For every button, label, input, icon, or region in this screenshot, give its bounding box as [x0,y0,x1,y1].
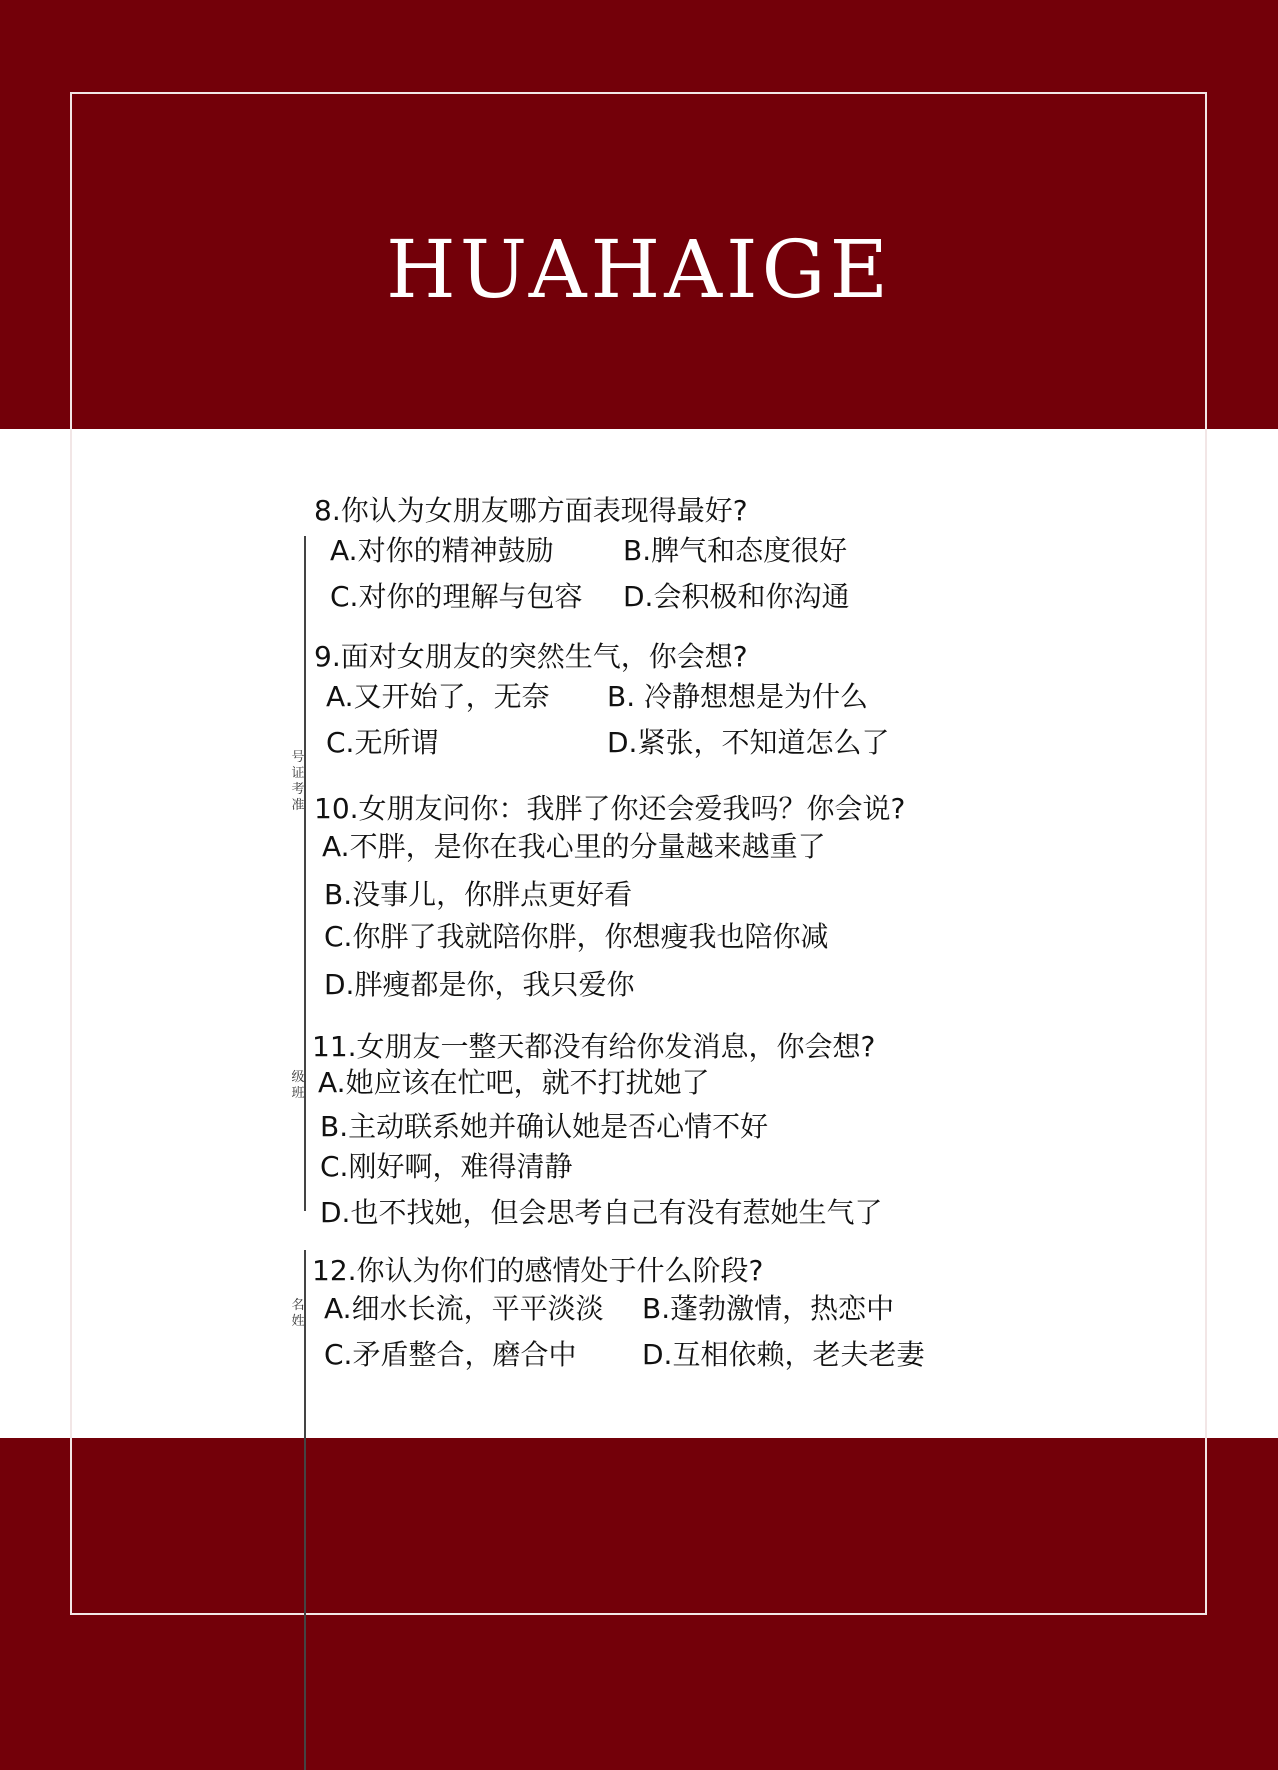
exam-sheet [270,480,990,1390]
side-label-name: 名姓 [291,1298,305,1329]
option-12d: D.互相依赖，老夫老妻 [642,1338,925,1371]
question-12: 12.你认为你们的感情处于什么阶段? [312,1254,764,1287]
option-10d: D.胖瘦都是你，我只爱你 [324,968,635,1001]
option-10b: B.没事儿，你胖点更好看 [324,878,633,911]
option-9d: D.紧张，不知道怎么了 [607,726,890,759]
question-8: 8.你认为女朋友哪方面表现得最好? [314,494,748,527]
option-8a: A.对你的精神鼓励 [330,534,554,567]
side-label-exam-number: 号证考准 [291,750,305,813]
option-12b: B.蓬勃激情，热恋中 [642,1292,895,1325]
option-11b: B.主动联系她并确认她是否心情不好 [320,1110,769,1143]
option-12c: C.矛盾整合，磨合中 [324,1338,577,1371]
binding-line [304,536,306,1211]
option-10c: C.你胖了我就陪你胖，你想瘦我也陪你减 [324,920,829,953]
option-9c: C.无所谓 [326,726,439,759]
option-11a: A.她应该在忙吧，就不打扰她了 [318,1066,710,1099]
question-9: 9.面对女朋友的突然生气，你会想? [314,640,748,673]
option-10a: A.不胖，是你在我心里的分量越来越重了 [322,830,826,863]
option-12a: A.细水长流，平平淡淡 [324,1292,604,1325]
bottom-red-band [0,1438,1278,1706]
top-red-band [0,0,1278,429]
side-label-class: 级班 [291,1070,305,1101]
option-8b: B.脾气和态度很好 [623,534,848,567]
question-10: 10.女朋友问你：我胖了你还会爱我吗？你会说? [314,792,906,825]
option-9a: A.又开始了，无奈 [326,680,550,713]
option-11c: C.刚好啊，难得清静 [320,1150,573,1183]
question-11: 11.女朋友一整天都没有给你发消息，你会想? [312,1030,876,1063]
page-title: HUAHAIGE [386,223,892,316]
option-9b: B. 冷静想想是为什么 [607,680,869,713]
option-11d: D.也不找她，但会思考自己有没有惹她生气了 [320,1196,883,1229]
option-8c: C.对你的理解与包容 [330,580,583,613]
option-8d: D.会积极和你沟通 [623,580,850,613]
